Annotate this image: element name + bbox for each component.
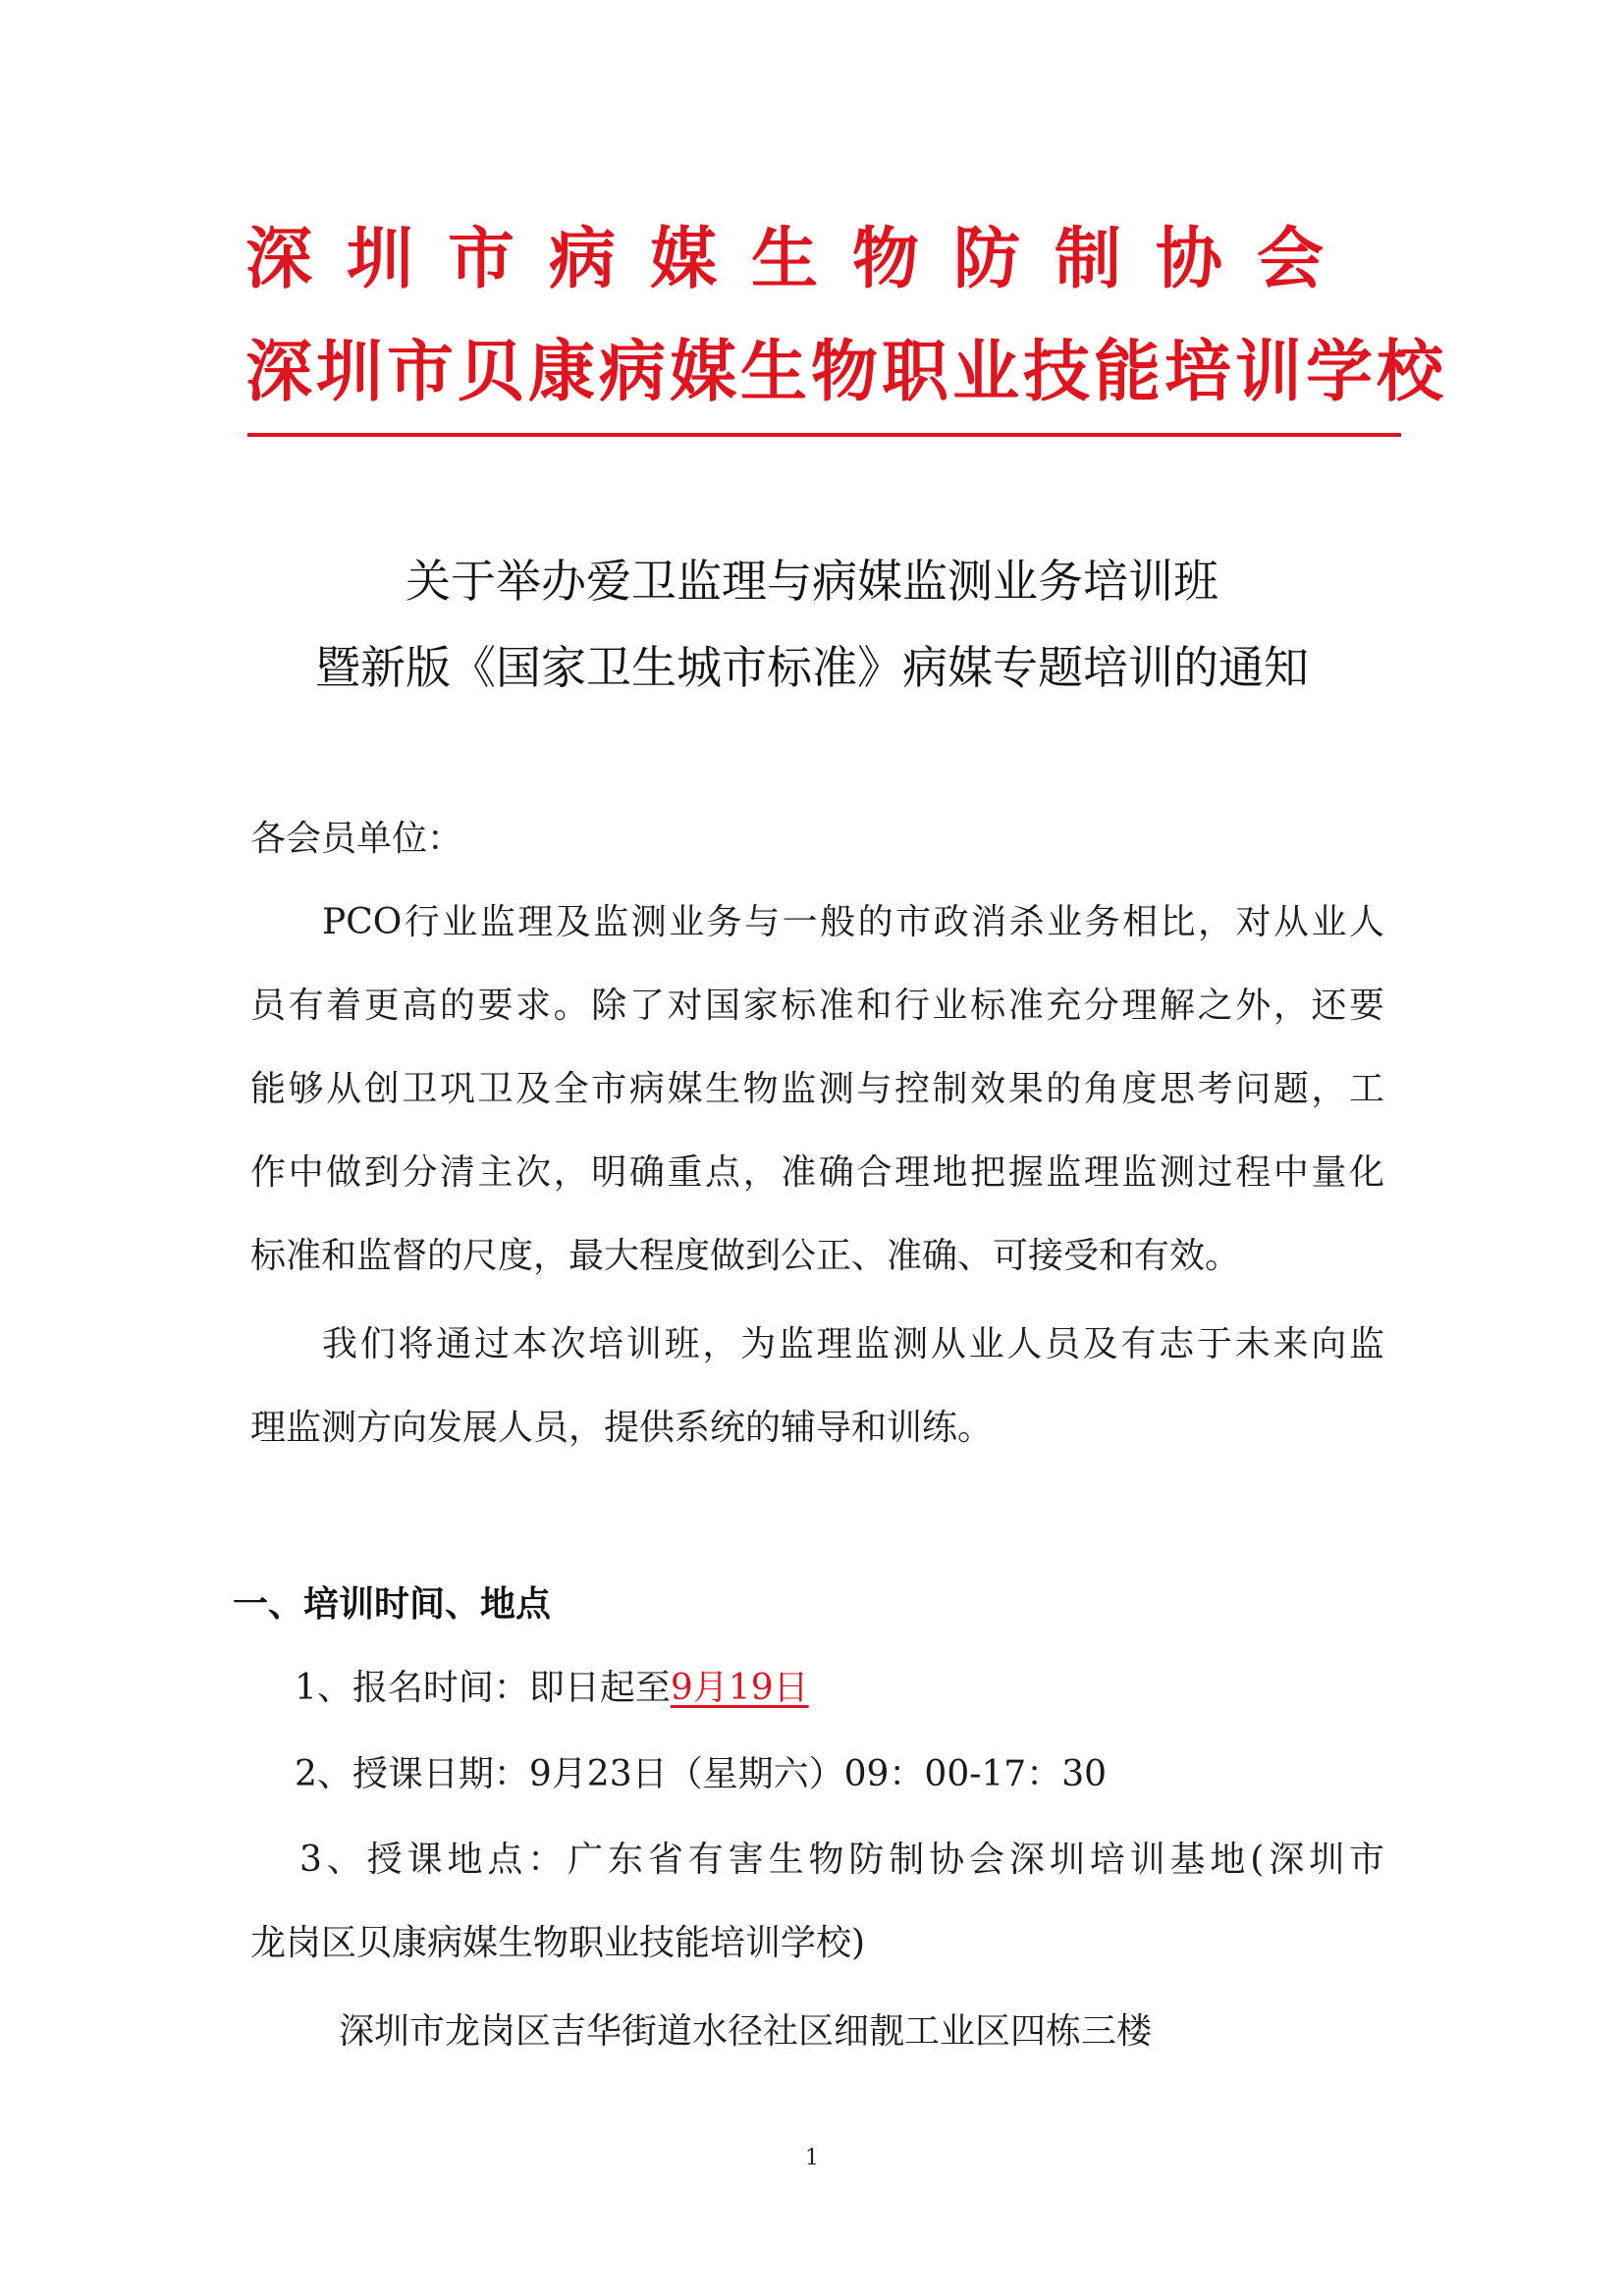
page-number: 1 (805, 2146, 819, 2170)
letterhead-org-name-2: 深圳市贝康病媒生物职业技能培训学校 (245, 334, 1448, 411)
letterhead-org-name-1: 深圳市病媒生物防制协会 (245, 221, 1359, 298)
class-date: 2、授课日期：9月23日（星期六）09：00-17：30 (295, 1754, 1108, 1794)
paragraph-2-line-2: 理监测方向发展人员，提供系统的辅导和训练。 (250, 1408, 994, 1448)
paragraph-1-line-4: 作中做到分清主次，明确重点，准确合理地把握监理监测过程中量化 (250, 1152, 1384, 1193)
paragraph-1-line-5: 标准和监督的尺度，最大程度做到公正、准确、可接受和有效。 (250, 1236, 1241, 1276)
letterhead-divider (247, 433, 1401, 437)
notice-title-line-1: 关于举办爱卫监理与病媒监测业务培训班 (406, 555, 1218, 608)
registration-deadline: 9月19日 (670, 1668, 809, 1708)
venue-address: 深圳市龙岗区吉华街道水径社区细靓工业区四栋三楼 (339, 2011, 1153, 2052)
paragraph-1-line-3: 能够从创卫巩卫及全市病媒生物监测与控制效果的角度思考问题，工 (250, 1069, 1384, 1109)
registration-time (295, 1664, 809, 1713)
notice-title-line-2: 暨新版《国家卫生城市标准》病媒专题培训的通知 (315, 641, 1309, 694)
venue-line-2: 龙岗区贝康病媒生物职业技能培训学校) (250, 1923, 866, 1963)
paragraph-2-line-1: 我们将通过本次培训班，为监理监测从业人员及有志于未来向监 (322, 1324, 1384, 1364)
venue-line-1: 3、授课地点：广东省有害生物防制协会深圳培训基地(深圳市 (299, 1840, 1384, 1880)
registration-label: 1、报名时间：即日起至 (295, 1668, 671, 1708)
section-1-heading: 一、培训时间、地点 (233, 1584, 552, 1625)
paragraph-1-line-1: PCO行业监理及监测业务与一般的市政消杀业务相比，对从业人 (322, 902, 1384, 942)
salutation: 各会员单位： (250, 819, 463, 859)
paragraph-1-line-2: 员有着更高的要求。除了对国家标准和行业标准充分理解之外，还要 (250, 986, 1384, 1026)
